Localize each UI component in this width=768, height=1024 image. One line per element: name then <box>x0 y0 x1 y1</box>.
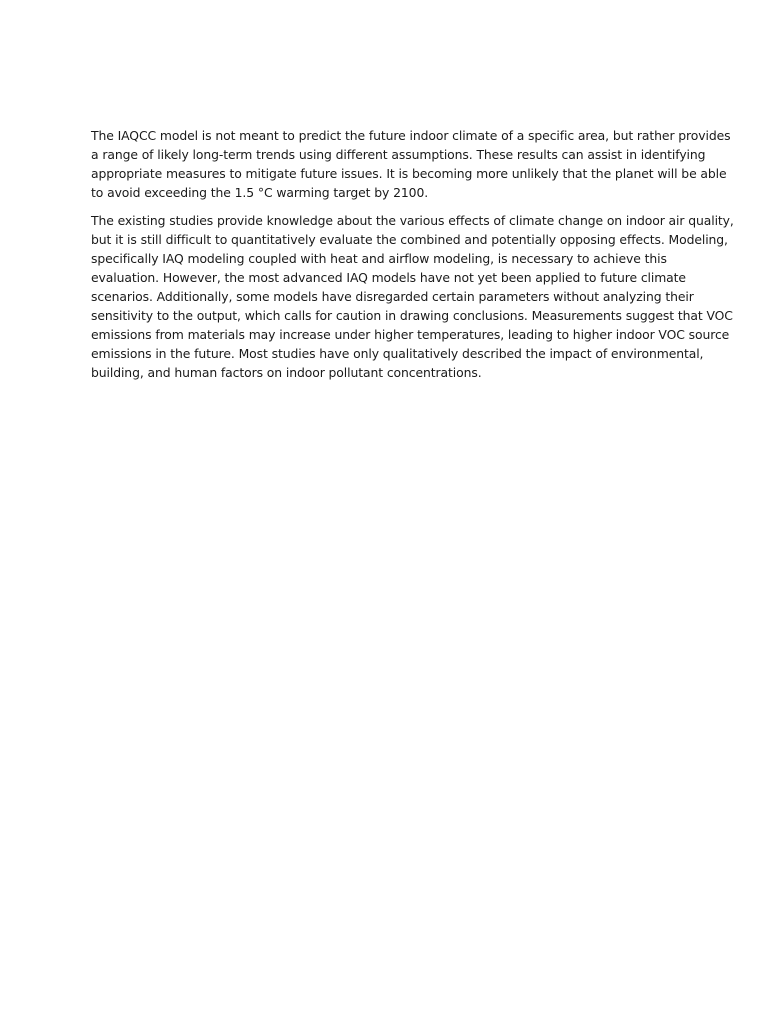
paragraph-1 <box>91 126 731 202</box>
paragraph-2 <box>91 211 734 382</box>
text-line: to avoid exceeding the 1.5 °C warming target by 2100. <box>91 185 429 200</box>
text-line: emissions from materials may increase under higher temperatures, leading to higher indoor VOC source <box>91 327 730 342</box>
text-line: The IAQCC model is not meant to predict the future indoor climate of a specific area, but rather provides <box>91 128 731 143</box>
text-line: sensitivity to the output, which calls for caution in drawing conclusions. Measurements suggest that VOC <box>91 308 733 323</box>
text-line: appropriate measures to mitigate future issues. It is becoming more unlikely that the planet will be able <box>91 166 727 181</box>
text-line: The existing studies provide knowledge about the various effects of climate change on indoor air quality, <box>91 213 734 228</box>
text-line: building, and human factors on indoor pollutant concentrations. <box>91 365 482 380</box>
document-body <box>91 126 734 391</box>
text-line: evaluation. However, the most advanced IAQ models have not yet been applied to future climate <box>91 270 686 285</box>
text-line: emissions in the future. Most studies have only qualitatively described the impact of environmental, <box>91 346 704 361</box>
text-line: scenarios. Additionally, some models have disregarded certain parameters without analyzing their <box>91 289 694 304</box>
text-line: specifically IAQ modeling coupled with heat and airflow modeling, is necessary to achieve this <box>91 251 667 266</box>
text-line: but it is still difficult to quantitatively evaluate the combined and potentially opposing effects. Modeling, <box>91 232 728 247</box>
text-line: a range of likely long-term trends using different assumptions. These results can assist in identifying <box>91 147 706 162</box>
